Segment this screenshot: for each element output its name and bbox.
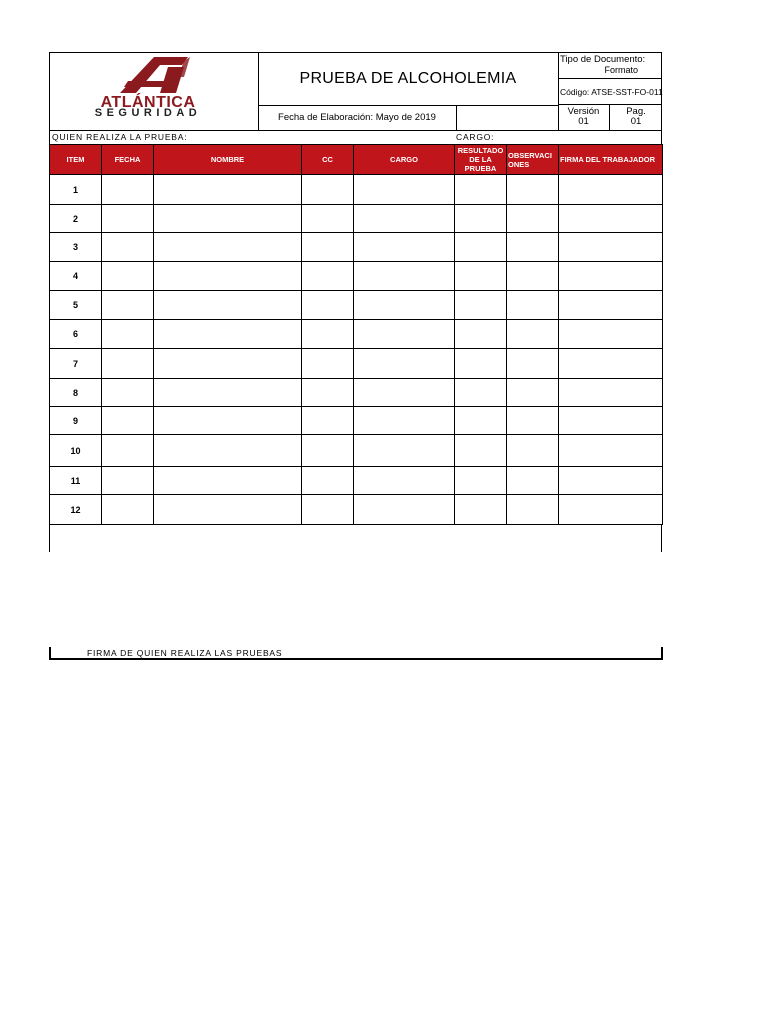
bottom-blank-area (49, 525, 662, 552)
table-cell[interactable] (507, 379, 559, 407)
table-cell[interactable] (302, 379, 354, 407)
table-cell[interactable] (455, 407, 507, 435)
table-cell[interactable] (455, 291, 507, 320)
table-cell[interactable] (507, 407, 559, 435)
firma-label: FIRMA DE QUIEN REALIZA LAS PRUEBAS (87, 648, 283, 658)
table-cell[interactable] (559, 175, 663, 205)
table-row (50, 435, 663, 467)
table-cell[interactable] (354, 320, 455, 349)
table-header-row (50, 145, 663, 175)
tipo-documento-value: Formato (604, 65, 638, 75)
table-cell[interactable] (559, 262, 663, 291)
column-header: FIRMA DEL TRABAJADOR (559, 145, 663, 175)
table-row (50, 320, 663, 349)
table-cell[interactable] (102, 233, 154, 262)
pag-value: 01 (630, 116, 642, 127)
table-cell[interactable] (154, 407, 302, 435)
item-number: 8 (50, 379, 102, 407)
table-body (50, 175, 663, 525)
quien-realiza-label: QUIEN REALIZA LA PRUEBA: (52, 132, 188, 142)
table-cell[interactable] (154, 205, 302, 233)
table-cell[interactable] (354, 291, 455, 320)
table-cell[interactable] (302, 349, 354, 379)
table-cell[interactable] (354, 175, 455, 205)
document-sheet (49, 52, 663, 552)
column-header: CC (302, 145, 354, 175)
table-row (50, 495, 663, 525)
table-cell[interactable] (102, 435, 154, 467)
version-value: 01 (578, 116, 589, 127)
fecha-elaboracion: Fecha de Elaboración: Mayo de 2019 (258, 105, 457, 130)
table-cell[interactable] (302, 233, 354, 262)
item-number: 1 (50, 175, 102, 205)
item-number: 3 (50, 233, 102, 262)
table-cell[interactable] (559, 320, 663, 349)
signature-line (49, 647, 663, 660)
table-cell[interactable] (455, 233, 507, 262)
table-cell[interactable] (102, 467, 154, 495)
table-cell[interactable] (455, 435, 507, 467)
table-cell[interactable] (102, 175, 154, 205)
document-title: PRUEBA DE ALCOHOLEMIA (258, 53, 559, 106)
table-cell[interactable] (102, 407, 154, 435)
quien-realiza-row (49, 131, 662, 144)
table-cell[interactable] (559, 467, 663, 495)
table-row (50, 175, 663, 205)
table-cell[interactable] (455, 320, 507, 349)
company-logo (50, 53, 259, 130)
table-cell[interactable] (302, 467, 354, 495)
table-row (50, 291, 663, 320)
table-cell[interactable] (507, 495, 559, 525)
table-row (50, 467, 663, 495)
item-number: 12 (50, 495, 102, 525)
table-cell[interactable] (559, 291, 663, 320)
blank-cell (456, 105, 559, 130)
column-header: OBSERVACI ONES (507, 145, 559, 175)
table-cell[interactable] (354, 262, 455, 291)
table-cell[interactable] (154, 349, 302, 379)
table-cell[interactable] (455, 262, 507, 291)
table-cell[interactable] (302, 175, 354, 205)
table-row (50, 349, 663, 379)
table-cell[interactable] (154, 379, 302, 407)
table-cell[interactable] (102, 205, 154, 233)
table-cell[interactable] (559, 435, 663, 467)
table-cell[interactable] (507, 349, 559, 379)
document-header (49, 52, 662, 131)
table-cell[interactable] (559, 205, 663, 233)
column-header: NOMBRE (154, 145, 302, 175)
version (558, 105, 610, 130)
table-cell[interactable] (559, 495, 663, 525)
item-number: 4 (50, 262, 102, 291)
item-number: 10 (50, 435, 102, 467)
table-cell[interactable] (302, 320, 354, 349)
table-cell[interactable] (354, 379, 455, 407)
cargo-label: CARGO: (456, 132, 495, 142)
table-cell[interactable] (302, 407, 354, 435)
registro-table (49, 144, 663, 525)
table-cell[interactable] (102, 495, 154, 525)
item-number: 6 (50, 320, 102, 349)
table-cell[interactable] (154, 467, 302, 495)
table-cell[interactable] (302, 495, 354, 525)
tipo-documento (558, 53, 662, 79)
column-header: ITEM (50, 145, 102, 175)
table-cell[interactable] (455, 379, 507, 407)
table-cell[interactable] (455, 349, 507, 379)
svg-text:ATLÁNTICA: ATLÁNTICA (100, 94, 196, 111)
table-cell[interactable] (354, 495, 455, 525)
table-cell[interactable] (455, 495, 507, 525)
table-row (50, 233, 663, 262)
table-cell[interactable] (154, 320, 302, 349)
pagina (610, 105, 662, 130)
table-cell[interactable] (102, 379, 154, 407)
pag-label: Pag. (626, 106, 646, 117)
item-number: 11 (50, 467, 102, 495)
table-cell[interactable] (507, 262, 559, 291)
table-row (50, 407, 663, 435)
table-cell[interactable] (302, 435, 354, 467)
item-number: 2 (50, 205, 102, 233)
codigo: Código: ATSE-SST-FO-011 (558, 79, 662, 105)
column-header: CARGO (354, 145, 455, 175)
table-cell[interactable] (354, 349, 455, 379)
table-cell[interactable] (102, 320, 154, 349)
table-cell[interactable] (507, 320, 559, 349)
table-cell[interactable] (507, 291, 559, 320)
table-cell[interactable] (559, 233, 663, 262)
table-cell[interactable] (302, 205, 354, 233)
table-cell[interactable] (102, 291, 154, 320)
table-cell[interactable] (102, 349, 154, 379)
table-cell[interactable] (154, 233, 302, 262)
table-cell[interactable] (354, 435, 455, 467)
table-cell[interactable] (507, 205, 559, 233)
table-cell[interactable] (507, 435, 559, 467)
table-cell[interactable] (507, 175, 559, 205)
table-cell[interactable] (154, 175, 302, 205)
table-cell[interactable] (354, 407, 455, 435)
tipo-documento-label: Tipo de Documento: (560, 54, 646, 65)
table-cell[interactable] (559, 407, 663, 435)
table-cell[interactable] (154, 291, 302, 320)
table-cell[interactable] (507, 467, 559, 495)
table-cell[interactable] (154, 435, 302, 467)
table-row (50, 262, 663, 291)
item-number: 9 (50, 407, 102, 435)
table-cell[interactable] (559, 379, 663, 407)
table-cell[interactable] (302, 262, 354, 291)
item-number: 5 (50, 291, 102, 320)
table-cell[interactable] (154, 495, 302, 525)
table-cell[interactable] (102, 262, 154, 291)
table-cell[interactable] (354, 233, 455, 262)
version-label: Versión (567, 106, 600, 117)
table-cell[interactable] (455, 467, 507, 495)
atlantica-logo-icon (50, 53, 258, 130)
table-cell[interactable] (354, 205, 455, 233)
column-header: FECHA (102, 145, 154, 175)
table-cell[interactable] (154, 262, 302, 291)
table-cell[interactable] (455, 175, 507, 205)
svg-text:SEGURIDAD: SEGURIDAD (94, 107, 202, 119)
table-cell[interactable] (507, 233, 559, 262)
table-cell[interactable] (302, 291, 354, 320)
table-row (50, 205, 663, 233)
column-header: RESULTADO DE LA PRUEBA (455, 145, 507, 175)
table-cell[interactable] (559, 349, 663, 379)
item-number: 7 (50, 349, 102, 379)
table-cell[interactable] (354, 467, 455, 495)
table-cell[interactable] (455, 205, 507, 233)
table-row (50, 379, 663, 407)
